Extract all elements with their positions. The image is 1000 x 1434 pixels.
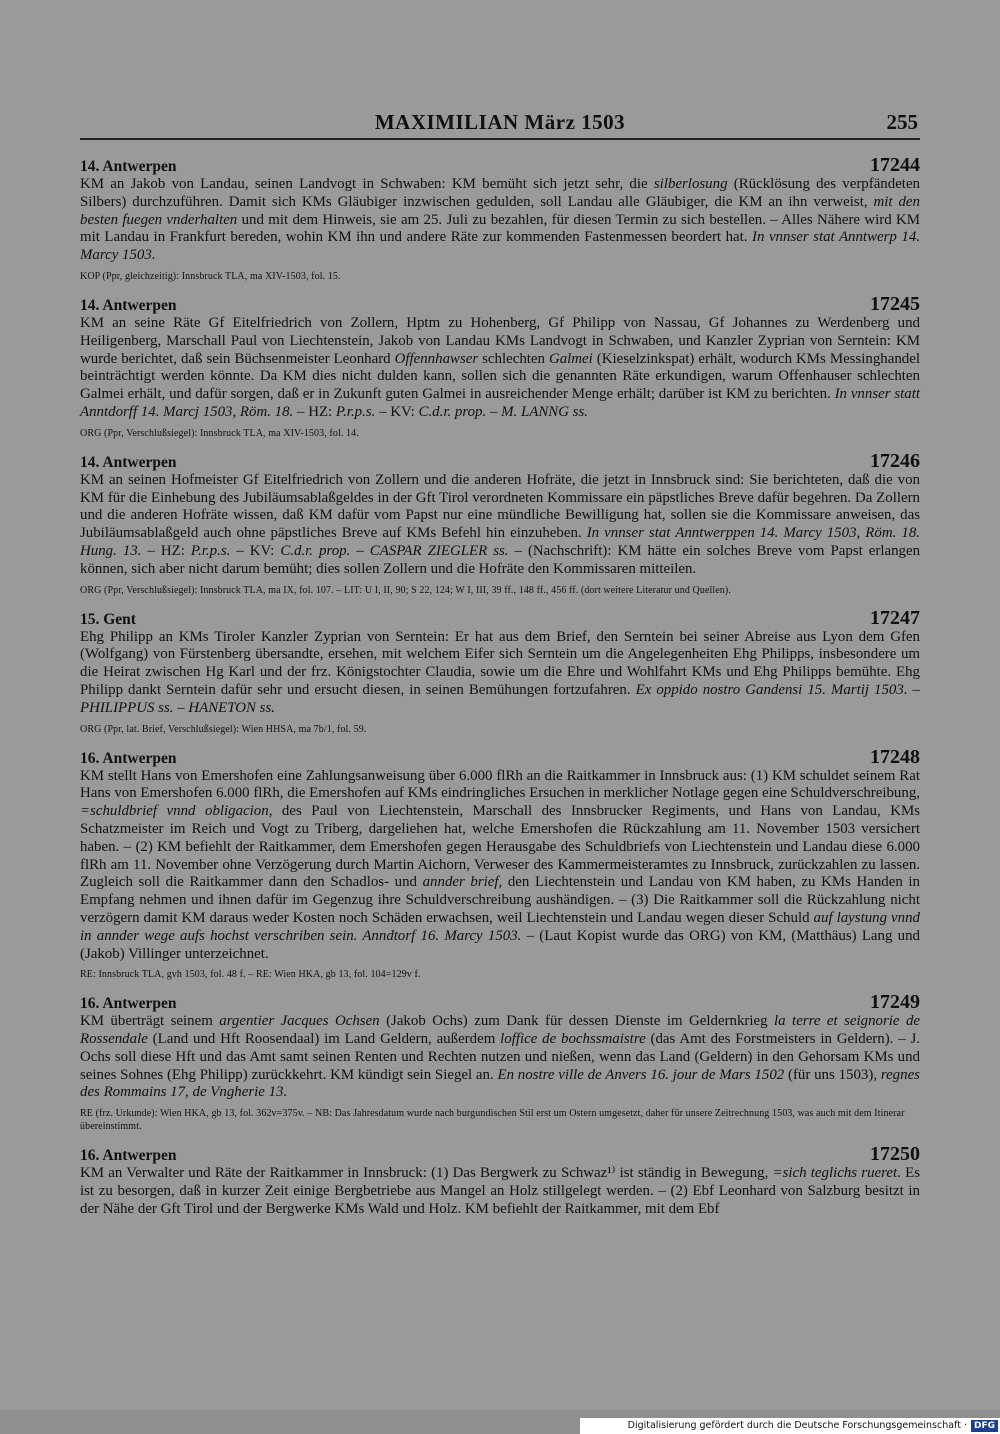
- entry-number: 17248: [870, 745, 920, 768]
- regest-entry: [80, 154, 920, 283]
- entry-header: [80, 746, 920, 768]
- entry-body: KM überträgt seinem argentier Jacques Ochsen (Jakob Ochs) zum Dank für dessen Dienste im Geldernkrieg la terre et seignorie de Rossendale (Land und Hft Roosendaal) im Land Geldern, außerdem loffice de bochssmaistre (das Amt des Forstmeisters in Geldern). – J. Ochs soll diese Hft und das Amt samt seinen Renten und Rechten nutzen und nießen, wenn das Land (Geldern) in den Gehorsam KMs und seines Sohnes (Ehg Philipp) zurückkehrt. KM kündigt sein Siegel an. En nostre ville de Anvers 16. jour de Mars 1502 (für uns 1503), regnes des Rommains 17, de Vngherie 13.: [80, 1013, 920, 1101]
- dfg-logo: DFG: [971, 1420, 998, 1432]
- entry-header: [80, 293, 920, 315]
- running-title: MAXIMILIAN März 1503: [374, 110, 626, 134]
- entry-body: KM an seinen Hofmeister Gf Eitelfriedrich von Zollern und die anderen Hofräte, die jetzt in Innsbruck sind: Sie berichteten, daß die von KM für die Einhebung des Jubiläumsablaßgeldes in der Gft Tirol verordneten Kommissare ein päpstliches Breve dafür begehren. Da Zollern und die anderen Hofräte wissen, daß KM dafür vom Papst nur eine mündliche Bewilligung hat, sollen sie die Kommissare anweisen, das Jubiläumsablaßgeld auch ohne päpstliches Breve auf KMs Befehl hin einzuheben. In vnnser stat Anntwerppen 14. Marcy 1503, Röm. 18. Hung. 13. – HZ: P.r.p.s. – KV: C.d.r. prop. – CASPAR ZIEGLER ss. – (Nachschrift): KM hätte ein solches Breve vom Papst erlangen können, sich aber nicht darum bemüht; dies sollen Zollern und die Hofräte den Kommissaren mitteilen.: [80, 471, 921, 577]
- entry-header: [80, 991, 920, 1013]
- entry-source-note: ORG (Ppr, Verschlußsiegel): Innsbruck TLA, ma XIV-1503, fol. 14.: [80, 427, 359, 439]
- entry-number: 17247: [870, 606, 920, 629]
- entry-number: 17245: [870, 292, 920, 315]
- entry-body: KM stellt Hans von Emershofen eine Zahlungsanweisung über 6.000 flRh an die Raitkammer in Innsbruck aus: (1) KM schuldet seinem Rat Hans von Emershofen 6.000 flRh, die Emershofen auf KMs eindringliches Ersuchen in merklicher Notlage gegen eine Schuldverschreibung, =schuldbrief vnnd obligacion, des Paul von Liechtenstein, Marschall des Innsbrucker Regiments, und Hans von Landau, KMs Schatzmeister im Reich und Vogt zu Triberg, dargeliehen hat, welche Emershofen die Rückzahlung am 11. November 1503 versichert haben. – (2) KM befiehlt der Raitkammer, dem Emershofen gegen Herausgabe des Schuldbriefs von Liechtenstein und Landau diese 6.000 flRh am 11. November ohne Verzögerung durch Martin Aichorn, Verweser des Kammermeisteramtes zu Innsbruck, zurückzahlen zu lassen. Zugleich soll die Raitkammer dann den Schadlos- und annder brief, den Liechtenstein und Landau von KM haben, zu KMs Handen in Empfang nehmen und ihnen dafür im Gegenzug ihre Schuldverschreibung aushändigen. – (3) Die Raitkammer soll die Rückzahlung nicht verzögern damit KM daraus weder Kosten noch Schäden erwachsen, weil Liechtenstein und Landau wegen dieser Schuld auf laystung vnnd in annder wege aufs hochst verschriben sein. Anndtorf 16. Marcy 1503. – (Laut Kopist wurde das ORG) von KM, (Matthäus) Lang und (Jakob) Villinger unterzeichnet.: [80, 767, 920, 962]
- entry-date-place: 14. Antwerpen: [80, 296, 177, 314]
- page-header: [80, 110, 920, 140]
- regest-entry: [80, 293, 920, 440]
- entry-number: 17246: [870, 449, 920, 472]
- funding-footer: [580, 1418, 1000, 1434]
- entry-body: KM an Verwalter und Räte der Raitkammer in Innsbruck: (1) Das Bergwerk zu Schwaz¹⁾ ist ständig in Bewegung, =sich teglichs rueret. Es ist zu besorgen, daß in kurzer Zeit einige Bergbetriebe aus Mangel an Holz stillgelegt werden. – (2) Ebf Leonhard von Salzburg besitzt in der Nähe der Gft Tirol und der Bergwerke KMs Wald und Holz. KM befiehlt der Raitkammer, mit dem Ebf: [80, 1165, 920, 1217]
- entry-date-place: 16. Antwerpen: [80, 1147, 177, 1165]
- entry-body: KM an seine Räte Gf Eitelfriedrich von Zollern, Hptm zu Hohenberg, Gf Philipp von Nassau, Gf Johannes zu Werdenberg und Heiligenberg, Marschall Paul von Liechtenstein, Jakob von Landau KMs Landvogt in Schwaben, und Kanzler Zyprian von Serntein: KM wurde berichtet, daß sein Büchsenmeister Leonhard Offennhawser schlechten Galmei (Kieselzinkspat) erhält, wodurch KMs Messinghandel beinträchtigt werden könnte. Da KM dies nicht dulden kann, sollen sich die genannten Räte erkundigen, warum Offenhauser schlechten Galmei erhält, und dafür sorgen, daß er in Zukunft guten Galmei in ausreichender Menge erhält; darüber ist KM zu berichten. In vnnser statt Anntdorff 14. Marcj 1503, Röm. 18. – HZ: P.r.p.s. – KV: C.d.r. prop. – M. LANNG ss.: [80, 314, 920, 420]
- entry-source-note: RE: Innsbruck TLA, gvh 1503, fol. 48 f. – RE: Wien HKA, gb 13, fol. 104=129v f.: [80, 969, 421, 981]
- entry-date-place: 16. Antwerpen: [80, 995, 177, 1013]
- entry-source-note: ORG (Ppr, Verschlußsiegel): Innsbruck TLA, ma IX, fol. 107. – LIT: U I, II, 90; S 22, 124; W I, III, 39 ff., 148 ff., 456 ff. (dort weitere Literatur und Quellen).: [80, 584, 731, 596]
- page-number: 255: [886, 110, 918, 134]
- entry-header: [80, 1143, 920, 1165]
- regest-entry: [80, 991, 920, 1133]
- entry-header: [80, 154, 920, 176]
- footer-text: Digitalisierung gefördert durch die Deutsche Forschungsgemeinschaft ·: [627, 1420, 967, 1431]
- entry-number: 17249: [870, 991, 920, 1014]
- header-rule: [80, 138, 920, 140]
- entry-number: 17244: [870, 154, 920, 176]
- entry-body: Ehg Philipp an KMs Tiroler Kanzler Zyprian von Serntein: Er hat aus dem Brief, den Serntein bei seiner Abreise aus Lyon dem Gfen (Wolfgang) von Fürstenberg übersandte, ersehen, mit welchem Eifer sich Serntein um die Angelegenheiten Ehg Philipps, insbesondere um die Heirat zwischen Hg Karl und der frz. Königstochter Claudia, sowie um die Ehre und Wohlfahrt KMs und Ehg Philipps bemühte. Ehg Philipp dankt Serntein dafür sehr und ersucht diesen, in seinen Bemühungen fortzufahren. Ex oppido nostro Gandensi 15. Martij 1503. – PHILIPPUS ss. – HANETON ss.: [80, 628, 921, 716]
- entry-source-note: ORG (Ppr, lat. Brief, Verschlußsiegel): Wien HHSA, ma 7b/1, fol. 59.: [80, 723, 367, 735]
- entry-date-place: 14. Antwerpen: [80, 158, 177, 175]
- entry-source-note: RE (frz. Urkunde): Wien HKA, gb 13, fol. 362v=375v. – NB: Das Jahresdatum wurde nach burgundischen Stil erst um Ostern umgesetzt, daher für unsere Zeitrechnung 1503, was auch mit dem Itinerar übereinstimmt.: [80, 1108, 905, 1133]
- regest-entry: [80, 607, 920, 736]
- regest-entry: [80, 450, 920, 597]
- entry-list: [80, 154, 920, 1229]
- entry-source-note: KOP (Ppr, gleichzeitig): Innsbruck TLA, ma XIV-1503, fol. 15.: [80, 270, 341, 282]
- entry-header: [80, 607, 920, 629]
- entry-date-place: 15. Gent: [80, 610, 136, 628]
- entry-date-place: 16. Antwerpen: [80, 749, 177, 767]
- entry-body: KM an Jakob von Landau, seinen Landvogt in Schwaben: KM bemüht sich jetzt sehr, die silberlosung (Rücklösung des verpfändeten Silbers) durchzuführen. Damit sich KMs Gläubiger inzwischen gedulden, soll Landau alle Gläubiger, die KM an ihn verweist, mit den besten fuegen vnderhalten und mit dem Hinweis, sie am 25. Juli zu bezahlen, für diesen Termin zu sich bestellen. – Alles Nähere wird KM mit Landau in Frankfurt bereden, wohin KM ihn und andere Räte zur kommenden Fastenmessen beordert hat. In vnnser stat Anntwerp 14. Marcy 1503.: [80, 176, 920, 264]
- regest-entry: [80, 746, 920, 982]
- entry-date-place: 14. Antwerpen: [80, 453, 177, 471]
- regest-entry: [80, 1143, 920, 1218]
- entry-number: 17250: [870, 1143, 920, 1166]
- entry-header: [80, 450, 920, 472]
